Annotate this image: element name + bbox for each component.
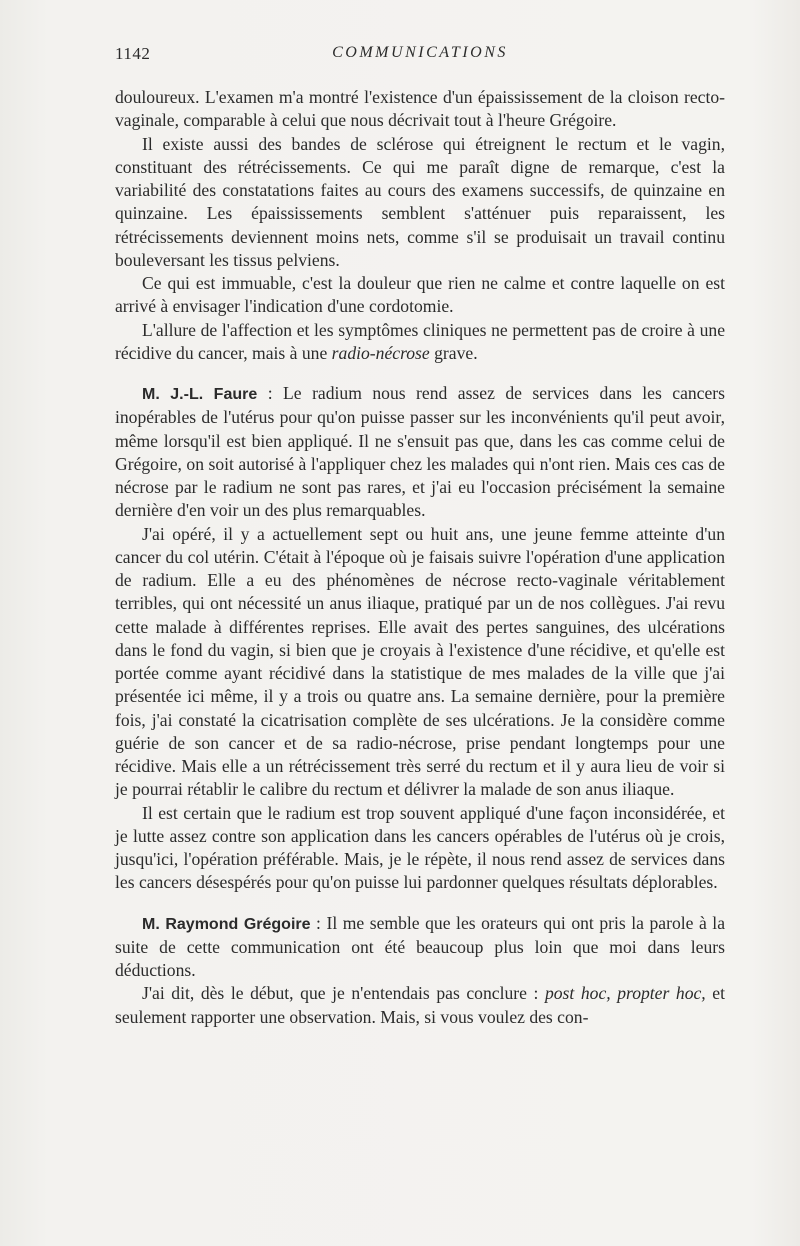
text-span: grave.	[429, 342, 478, 363]
paragraph	[115, 982, 725, 1029]
text-span: L'allure de l'affection et les symptômes cliniques ne permettent pas de croire à une récidive du cancer, mais à une	[115, 319, 725, 363]
emphasis-radio-necrose: radio-nécrose	[331, 342, 430, 363]
paragraph	[115, 319, 725, 366]
paragraph: Il est certain que le radium est trop souvent appliqué d'une façon inconsidérée, et je lutte assez contre son application dans les cancers opérables de l'utérus où je crois, jusqu'ici, l'opération préférable. Mais, je le répète, il nous rend assez de services dans les cancers désespérés pour qu'on puisse lui pardonner quelques résultats déplorables.	[115, 802, 725, 893]
text-span: J'ai dit, dès le début, que je n'entendais pas conclure :	[142, 983, 545, 1004]
speaker-name: M. Raymond Grégoire	[142, 915, 311, 933]
speaker-name: M. J.-L. Faure	[142, 386, 258, 403]
body-text	[115, 86, 725, 1029]
paragraph: J'ai opéré, il y a actuellement sept ou huit ans, une jeune femme atteinte d'un cancer du col utérin. C'était à l'époque où je faisais suivre l'opération d'une application de radium. Elle a eu des phénomènes de nécrose recto-vaginale véritablement terribles, qui ont nécessité un anus iliaque, pratiqué par un de nos collègues. J'ai revu cette malade à différentes reprises. Elle avait des pertes sanguines, des ulcérations dans le fond du vagin, si bien que je croyais à l'existence d'une récidive, et qu'elle est portée comme ayant récidivé dans la statistique de mes malades de la ville que j'ai présentée ici même, il y a trois ou quatre ans. La semaine dernière, pour la première fois, j'ai constaté la cicatrisation complète de ses ulcérations. Je la considère comme guérie de son cancer et de sa radio-nécrose, prise pendant longtemps pour une récidive. Mais elle a un rétrécissement très serré du rectum et il y aura lieu de voir si je pourrai rétablir le calibre du rectum et délivrer la malade de son anus iliaque.	[115, 523, 725, 800]
speech-text: : Le radium nous rend assez de services dans les cancers inopérables de l'utérus pour qu'on puisse passer sur les inconvénients qu'il peut avoir, même lorsqu'il est bien appliqué. Il ne s'ensuit pas que, dans les cas comme celui de Grégoire, on soit autorisé à l'appliquer chez les malades qui n'ont rien. Mais ces cas de nécrose par le radium ne sont pas rares, et j'ai eu l'occasion précisément la semaine dernière d'en voir un des plus remarquables.	[115, 383, 725, 521]
speech-text: : Il me semble que les orateurs qui ont pris la parole à la suite de cette communication ont été beaucoup plus loin que moi dans leurs déductions.	[115, 912, 726, 980]
emphasis-post-hoc: post hoc, propter hoc,	[544, 983, 706, 1004]
page-number: 1142	[115, 44, 151, 63]
paragraph: Ce qui est immuable, c'est la douleur que rien ne calme et contre laquelle on est arrivé à envisager l'indication d'une cordotomie.	[115, 273, 725, 317]
paragraph: Il existe aussi des bandes de sclérose qui étreignent le rectum et le vagin, constituant des rétrécissements. Ce qui me paraît digne de remarque, c'est la variabilité des constatations faites au cours des examens successifs, de quinzaine en quinzaine. Les épaississements semblent s'atténuer puis reparaissent, les rétrécissements deviennent moins nets, comme s'il se produisait un travail continu bouleversant les tissus pelviens.	[115, 133, 725, 270]
paragraph-continuation: douloureux. L'examen m'a montré l'existence d'un épaississement de la cloison recto-vaginale, comparable à celui que nous décrivait tout à l'heure Grégoire.	[115, 87, 725, 131]
page-header	[115, 44, 725, 68]
paragraph-speaker-faure	[115, 382, 725, 523]
paragraph-speaker-gregoire	[115, 912, 725, 983]
text-span: et seulement rapporter une observation. Mais, si vous voulez des con-	[115, 983, 725, 1027]
running-head: COMMUNICATIONS	[332, 44, 508, 61]
